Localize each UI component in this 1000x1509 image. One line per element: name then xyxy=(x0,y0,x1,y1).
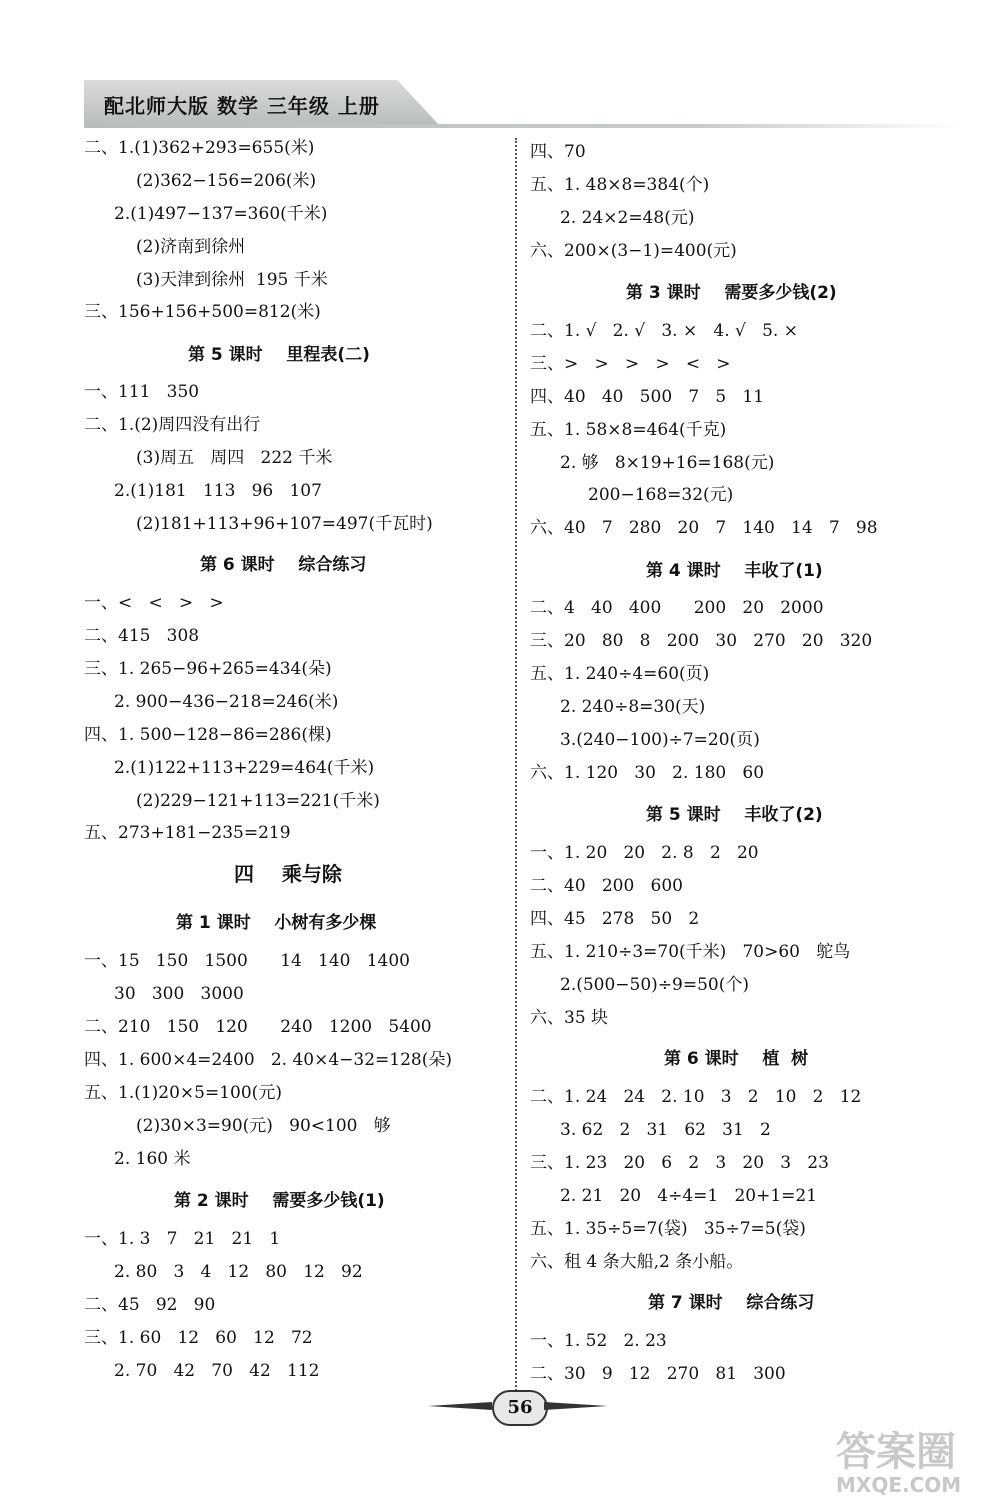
section-heading: 四 乘与除 xyxy=(234,862,342,886)
answer-line: 2. 160 米 xyxy=(114,1149,191,1169)
answer-line: (3)天津到徐州 195 千米 xyxy=(136,270,328,290)
answer-line: 2.(1)181 113 96 107 xyxy=(114,481,322,501)
answer-line: 二、4 40 400 200 20 2000 xyxy=(530,598,824,618)
answer-line: 一、15 150 1500 14 140 1400 xyxy=(84,951,410,971)
ornament-right-wing xyxy=(544,1402,608,1410)
answer-line: 一、1. 20 20 2. 8 2 20 xyxy=(530,843,759,863)
answer-line: 五、1.(1)20×5=100(元) xyxy=(84,1083,282,1103)
section-heading: 第 1 课时 小树有多少棵 xyxy=(176,913,377,933)
answer-line: 六、35 块 xyxy=(530,1008,609,1028)
answer-line: 六、1. 120 30 2. 180 60 xyxy=(530,763,765,783)
answer-line: 二、40 200 600 xyxy=(530,876,683,896)
answer-line: 一、1. 3 7 21 21 1 xyxy=(84,1229,281,1249)
answer-line: 2.(1)122+113+229=464(千米) xyxy=(114,758,375,778)
answer-line: 一、< < > > xyxy=(84,593,224,613)
answer-line: 四、40 40 500 7 5 11 xyxy=(530,387,765,407)
answer-line: 一、111 350 xyxy=(84,382,200,402)
answer-line: 2.(500−50)÷9=50(个) xyxy=(560,975,750,995)
watermark-line2: MXQE.COM xyxy=(836,1473,962,1497)
answer-line: 三、1. 265−96+265=434(朵) xyxy=(84,659,332,679)
answer-line: 三、> > > > < > xyxy=(530,354,731,374)
answer-line: 二、415 308 xyxy=(84,626,200,646)
answer-line: 二、45 92 90 xyxy=(84,1295,216,1315)
ornament-left-wing xyxy=(428,1402,492,1410)
answer-line: 二、1. 24 24 2. 10 3 2 10 2 12 xyxy=(530,1087,862,1107)
column-divider xyxy=(515,138,517,1398)
section-heading: 第 4 课时 丰收了(1) xyxy=(646,561,823,581)
answer-line: 30 300 3000 xyxy=(114,984,244,1004)
answer-line: (2)181+113+96+107=497(千瓦时) xyxy=(136,514,433,534)
answer-line: 2. 24×2=48(元) xyxy=(560,208,695,228)
answer-line: 2. 70 42 70 42 112 xyxy=(114,1361,320,1381)
answer-line: 四、1. 600×4=2400 2. 40×4−32=128(朵) xyxy=(84,1050,452,1070)
answer-line: 六、40 7 280 20 7 140 14 7 98 xyxy=(530,518,878,538)
answer-line: 3. 62 2 31 62 31 2 xyxy=(560,1120,771,1140)
answer-line: 四、45 278 50 2 xyxy=(530,909,700,929)
header-rule xyxy=(84,124,964,128)
answer-line: 六、租 4 条大船,2 条小船。 xyxy=(530,1252,744,1272)
page-number: 56 xyxy=(492,1390,548,1426)
answer-line: (2)362−156=206(米) xyxy=(136,171,317,191)
answer-line: 2.(1)497−137=360(千米) xyxy=(114,204,328,224)
answer-line: 2. 21 20 4÷4=1 20+1=21 xyxy=(560,1186,818,1206)
answer-line: 五、1. 35÷5=7(袋) 35÷7=5(袋) xyxy=(530,1219,806,1239)
answer-line: 一、1. 52 2. 23 xyxy=(530,1331,667,1351)
answer-line: (2)229−121+113=221(千米) xyxy=(136,791,380,811)
section-heading: 第 2 课时 需要多少钱(1) xyxy=(174,1191,385,1211)
answer-line: (2)30×3=90(元) 90<100 够 xyxy=(136,1116,391,1136)
page-header-title: 配北师大版 数学 三年级 上册 xyxy=(104,94,380,118)
section-heading: 第 3 课时 需要多少钱(2) xyxy=(626,283,837,303)
answer-line: 二、1.(1)362+293=655(米) xyxy=(84,138,315,158)
answer-line: 2. 240÷8=30(天) xyxy=(560,697,706,717)
answer-line: 五、1. 48×8=384(个) xyxy=(530,175,710,195)
watermark-line1: 答案圈 xyxy=(836,1429,956,1475)
answer-line: 三、20 80 8 200 30 270 20 320 xyxy=(530,631,873,651)
answer-line: 二、1. √ 2. √ 3. × 4. √ 5. × xyxy=(530,321,798,341)
answer-line: 三、1. 60 12 60 12 72 xyxy=(84,1328,313,1348)
answer-line: 2. 80 3 4 12 80 12 92 xyxy=(114,1262,363,1282)
answer-line: 四、1. 500−128−86=286(棵) xyxy=(84,725,332,745)
answer-line: 2. 900−436−218=246(米) xyxy=(114,692,339,712)
answer-line: 四、70 xyxy=(530,142,586,162)
answer-line: 三、1. 23 20 6 2 3 20 3 23 xyxy=(530,1153,829,1173)
answer-line: (3)周五 周四 222 千米 xyxy=(136,448,333,468)
answer-line: 五、1. 210÷3=70(千米) 70>60 鸵鸟 xyxy=(530,942,851,962)
section-heading: 第 6 课时 综合练习 xyxy=(200,555,367,575)
answer-line: 五、1. 58×8=464(千克) xyxy=(530,420,727,440)
watermark-logo xyxy=(836,1430,986,1500)
answer-line: 3.(240−100)÷7=20(页) xyxy=(560,730,760,750)
answer-line: 五、1. 240÷4=60(页) xyxy=(530,664,710,684)
answer-line: 五、273+181−235=219 xyxy=(84,823,291,843)
section-heading: 第 5 课时 里程表(二) xyxy=(188,345,370,365)
section-heading: 第 6 课时 植 树 xyxy=(664,1049,809,1069)
section-heading: 第 5 课时 丰收了(2) xyxy=(646,805,823,825)
answer-line: 二、1.(2)周四没有出行 xyxy=(84,415,261,435)
answer-line: 三、156+156+500=812(米) xyxy=(84,302,321,322)
answer-line: 二、210 150 120 240 1200 5400 xyxy=(84,1017,432,1037)
answer-line: 200−168=32(元) xyxy=(588,485,734,505)
answer-line: 二、30 9 12 270 81 300 xyxy=(530,1364,786,1384)
section-heading: 第 7 课时 综合练习 xyxy=(648,1293,815,1313)
answer-line: 2. 够 8×19+16=168(元) xyxy=(560,453,775,473)
answer-line: (2)济南到徐州 xyxy=(136,237,246,257)
answer-line: 六、200×(3−1)=400(元) xyxy=(530,241,737,261)
page-number-ornament xyxy=(428,1388,608,1428)
